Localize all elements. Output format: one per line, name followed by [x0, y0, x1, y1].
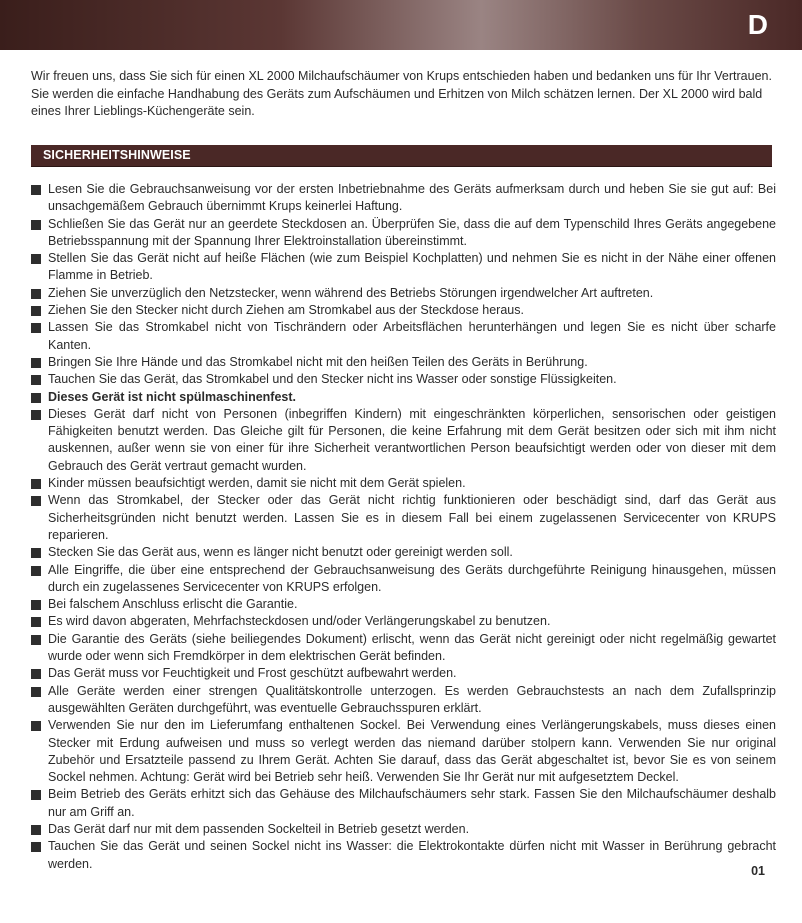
- safety-item: [31, 786, 776, 821]
- bullet-square-icon: [31, 375, 41, 385]
- language-code: D: [747, 9, 768, 40]
- safety-item-text: Ziehen Sie unverzüglich den Netzstecker, wenn während des Betriebs Störungen irgendwelcher Art auftreten.: [48, 285, 654, 300]
- safety-item-text: Dieses Gerät ist nicht spülmaschinenfest.: [48, 389, 296, 404]
- page-number: 01: [751, 864, 765, 878]
- bullet-square-icon: [31, 496, 41, 506]
- safety-item-text: Bringen Sie Ihre Hände und das Stromkabel nicht mit den heißen Teilen des Geräts in Berührung.: [48, 354, 588, 369]
- section-header: [31, 145, 772, 167]
- header-band: [0, 0, 802, 50]
- safety-item-text: Alle Eingriffe, die über eine entsprechend der Gebrauchsanweisung des Geräts durchgeführte Reinigung hinausgehen, müssen durch ein zugelassenes Servicecenter von KRUPS erfolgen.: [48, 562, 776, 594]
- safety-item-text: Ziehen Sie den Stecker nicht durch Ziehen am Stromkabel aus der Steckdose heraus.: [48, 303, 524, 318]
- safety-item-text: Das Gerät darf nur mit dem passenden Sockelteil in Betrieb gesetzt werden.: [48, 821, 470, 836]
- bullet-square-icon: [31, 306, 41, 316]
- safety-list: [31, 181, 776, 873]
- safety-item: [31, 596, 776, 613]
- safety-item-text: Verwenden Sie nur den im Lieferumfang enthaltenen Sockel. Bei Verwendung eines Verlängerungskabels, muss dieses einen Stecker mit Erdung aufweisen und muss so verlegt werden das niemand darüber stolpern kann. Verwenden Sie nur original Zubehör und Ersatzteile passend zu Ihrem Gerät. Achten Sie darauf, dass das Gerät abgeschaltet ist, bevor Sie es von seinem Sockel nehmen. Achtung: Gerät wird bei Betrieb sehr heiß. Verwenden Sie Ihr Gerät nur mit aufgesetztem Deckel.: [48, 718, 776, 785]
- safety-item-text: Stecken Sie das Gerät aus, wenn es länger nicht benutzt oder gereinigt werden soll.: [48, 545, 513, 560]
- bullet-square-icon: [31, 617, 41, 627]
- safety-item-text: Tauchen Sie das Gerät und seinen Sockel nicht ins Wasser: die Elektrokontakte dürfen nicht mit Wasser in Berührung gebracht werden.: [48, 839, 776, 871]
- bullet-square-icon: [31, 825, 41, 835]
- safety-item: [31, 544, 776, 561]
- safety-item-text: Kinder müssen beaufsichtigt werden, damit sie nicht mit dem Gerät spielen.: [48, 476, 466, 491]
- safety-item: [31, 717, 776, 786]
- bullet-square-icon: [31, 393, 41, 403]
- safety-item-text: Tauchen Sie das Gerät, das Stromkabel und den Stecker nicht ins Wasser oder sonstige Flüssigkeiten.: [48, 372, 617, 387]
- safety-item-text: Schließen Sie das Gerät nur an geerdete Steckdosen an. Überprüfen Sie, dass die auf dem Typenschild Ihres Geräts angegebene Betriebsspannung mit der Spannung Ihrer Elektroinstallation übereinstimmt.: [48, 216, 776, 248]
- safety-item-text: Lesen Sie die Gebrauchsanweisung vor der ersten Inbetriebnahme des Geräts aufmerksam durch und heben Sie sie gut auf: Bei unsachgemäßem Gebrauch übernimmt Krups keinerlei Haftung.: [48, 182, 776, 214]
- safety-item: [31, 371, 776, 388]
- safety-item: [31, 492, 776, 544]
- bullet-square-icon: [31, 289, 41, 299]
- bullet-square-icon: [31, 323, 41, 333]
- safety-item: [31, 216, 776, 251]
- bullet-square-icon: [31, 687, 41, 697]
- safety-item: [31, 683, 776, 718]
- intro-paragraph: Wir freuen uns, dass Sie sich für einen XL 2000 Milchaufschäumer von Krups entschieden haben und bedanken uns für Ihr Vertrauen. Sie werden die einfache Handhabung des Geräts zum Aufschäumen und Erhitzen von Milch schätzen lernen. Der XL 2000 wird bald eines Ihrer Lieblings-Küchengeräte sein.: [31, 69, 772, 118]
- safety-item: [31, 821, 776, 838]
- safety-item: [31, 631, 776, 666]
- safety-item: [31, 285, 776, 302]
- safety-item-text: Beim Betrieb des Geräts erhitzt sich das Gehäuse des Milchaufschäumers sehr stark. Fassen Sie den Milchaufschäumer deshalb nur am Griff an.: [48, 787, 776, 819]
- bullet-square-icon: [31, 548, 41, 558]
- bullet-square-icon: [31, 479, 41, 489]
- bullet-square-icon: [31, 635, 41, 645]
- safety-item: [31, 838, 776, 873]
- bullet-square-icon: [31, 566, 41, 576]
- safety-item-text: Alle Geräte werden einer strengen Qualitätskontrolle unterzogen. Es werden Gebrauchstests an nach dem Zufallsprinzip ausgewählten Geräten durchgeführt, was eventuelle Gebrauchsspuren erklärt.: [48, 683, 776, 715]
- bullet-square-icon: [31, 790, 41, 800]
- safety-item: [31, 302, 776, 319]
- safety-item: [31, 181, 776, 216]
- safety-item-text: Dieses Gerät darf nicht von Personen (inbegriffen Kindern) mit eingeschränkten körperlichen, sensorischen oder geistigen Fähigkeiten benutzt werden. Das Gleiche gilt für Personen, die keine Erfahrung mit dem Gerät besitzen oder sich mit ihm nicht auskennen, außer wenn sie von einer für ihre Sicherheit verantwortlichen Person beaufsichtigt werden oder von dieser mit dem Gebrauch des Gerät vertraut gemacht wurden.: [48, 406, 776, 473]
- safety-item-text: Die Garantie des Geräts (siehe beiliegendes Dokument) erlischt, wenn das Gerät nicht gereinigt oder nicht regelmäßig gewartet wurde oder wenn sich Fremdkörper in dem elektrischen Gerät befinden.: [48, 631, 776, 664]
- bullet-square-icon: [31, 669, 41, 679]
- safety-item-text: Stellen Sie das Gerät nicht auf heiße Flächen (wie zum Beispiel Kochplatten) und nehmen Sie es nicht in der Nähe einer offenen Flamme in Betrieb.: [48, 251, 776, 283]
- bullet-square-icon: [31, 410, 41, 420]
- safety-item: [31, 562, 776, 597]
- safety-item: [31, 665, 776, 682]
- section-title: SICHERHEITSHINWEISE: [43, 148, 191, 162]
- safety-item-text: Es wird davon abgeraten, Mehrfachsteckdosen und/oder Verlängerungskabel zu benutzen.: [48, 614, 551, 629]
- safety-item: [31, 354, 776, 371]
- safety-item-text: Lassen Sie das Stromkabel nicht von Tischrändern oder Arbeitsflächen herunterhängen und legen Sie es nicht über scharfe Kanten.: [48, 320, 776, 352]
- bullet-square-icon: [31, 721, 41, 731]
- safety-item: [31, 389, 776, 406]
- safety-item: [31, 613, 776, 630]
- safety-item: [31, 250, 776, 285]
- bullet-square-icon: [31, 358, 41, 368]
- safety-item-text: Das Gerät muss vor Feuchtigkeit und Frost geschützt aufbewahrt werden.: [48, 666, 457, 681]
- safety-item: [31, 319, 776, 354]
- bullet-square-icon: [31, 842, 41, 852]
- safety-item: [31, 406, 776, 475]
- safety-item-text: Wenn das Stromkabel, der Stecker oder das Gerät nicht richtig funktionieren oder beschädigt sind, darf das Gerät aus Sicherheitsgründen nicht benutzt werden. Lassen Sie es in diesem Fall bei einem zugelassenen Servicecenter von KRUPS reparieren.: [48, 493, 776, 542]
- bullet-square-icon: [31, 254, 41, 264]
- bullet-square-icon: [31, 185, 41, 195]
- safety-item: [31, 475, 776, 492]
- bullet-square-icon: [31, 220, 41, 230]
- safety-item-text: Bei falschem Anschluss erlischt die Garantie.: [48, 597, 298, 612]
- bullet-square-icon: [31, 600, 41, 610]
